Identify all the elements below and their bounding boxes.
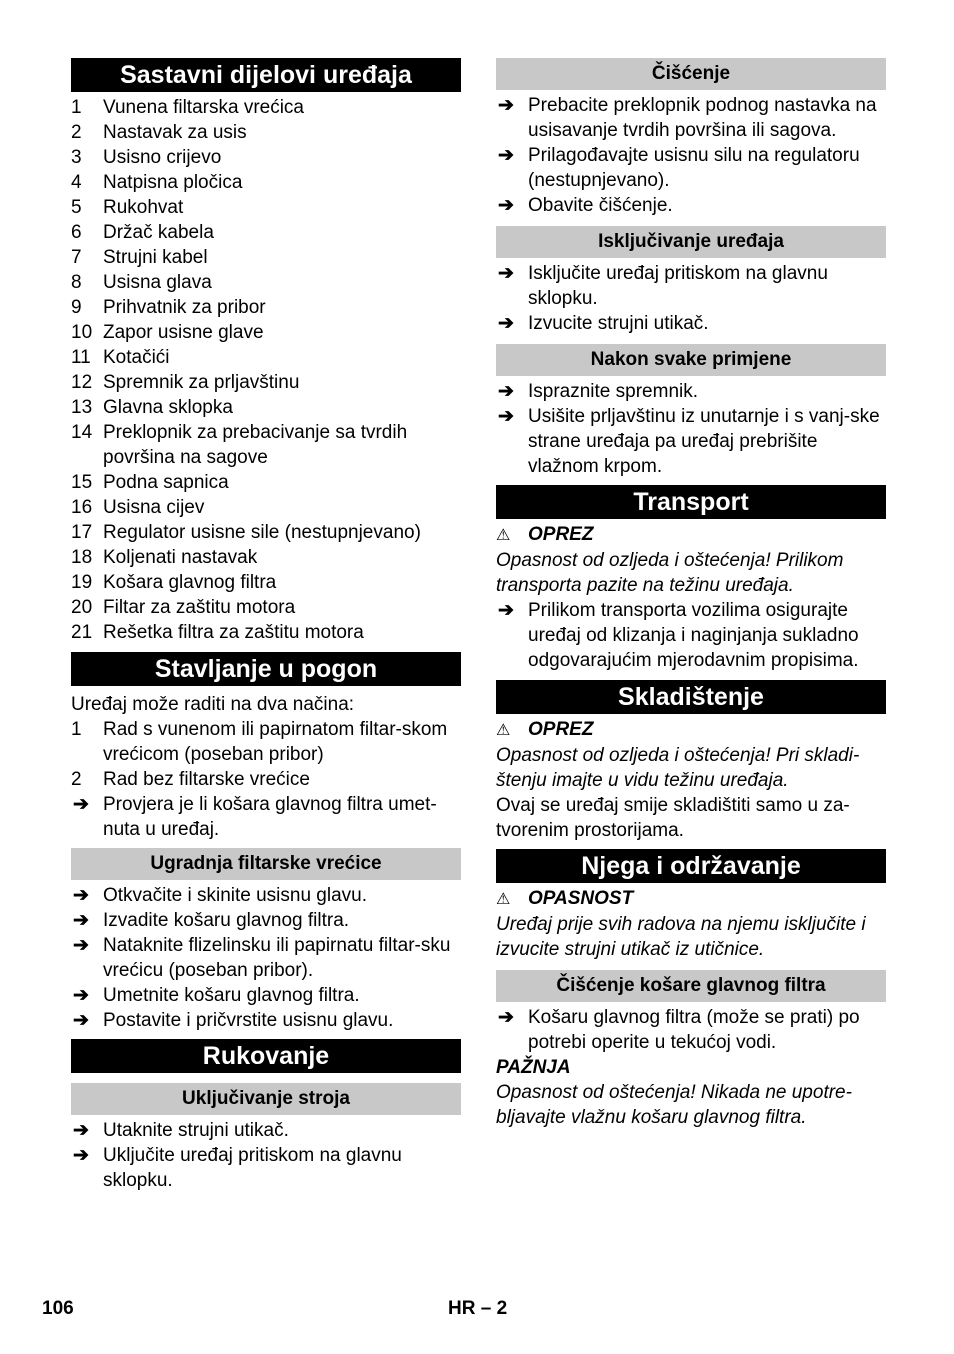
part-item	[71, 270, 461, 295]
arrow-icon: ➔	[73, 885, 89, 906]
item-text: Koljenati nastavak	[103, 547, 258, 568]
heading-basket-cleaning: Čišćenje košare glavnog filtra	[496, 970, 886, 1002]
step-text: Usišite prljavštinu iz unutarnje i s vanj-ske strane uređaja pa uređaj prebrišite vlažnom krpom.	[528, 406, 880, 477]
step-item	[496, 379, 886, 404]
step-item	[71, 983, 461, 1008]
item-number: 9	[71, 297, 82, 318]
step-item	[496, 311, 886, 336]
heading-storage: Skladištenje	[496, 680, 886, 714]
step-text: Umetnite košaru glavnog filtra.	[103, 985, 360, 1006]
arrow-icon: ➔	[498, 406, 514, 427]
item-text: Zapor usisne glave	[103, 322, 264, 343]
item-text: Podna sapnica	[103, 472, 229, 493]
item-number: 15	[71, 472, 93, 493]
part-item	[71, 95, 461, 120]
heading-startup: Stavljanje u pogon	[71, 652, 461, 686]
step-text: Nataknite flizelinsku ili papirnatu filtar-sku vrećicu (poseban pribor).	[103, 935, 451, 981]
item-text: Prihvatnik za pribor	[103, 297, 266, 318]
item-text: Rad bez filtarske vrećice	[103, 769, 310, 790]
arrow-icon: ➔	[73, 985, 89, 1006]
step-item	[496, 143, 886, 193]
item-number: 12	[71, 372, 93, 393]
step-text: Prebacite preklopnik podnog nastavka na usisavanje tvrdih površina ili sagova.	[528, 95, 877, 141]
item-number: 11	[71, 347, 91, 368]
heading-parts: Sastavni dijelovi uređaja	[71, 58, 461, 92]
item-number: 8	[71, 272, 82, 293]
step-text: Utaknite strujni utikač.	[103, 1120, 289, 1141]
transport-caution	[496, 522, 886, 548]
part-item	[71, 620, 461, 645]
step-text: Prilagođavajte usisnu silu na regulatoru (nestupnjevano).	[528, 145, 860, 191]
arrow-icon: ➔	[73, 794, 89, 815]
transport-step	[496, 598, 886, 673]
item-number: 5	[71, 197, 82, 218]
item-text: Košara glavnog filtra	[103, 572, 277, 593]
warning-icon: ⚠	[496, 891, 511, 908]
item-number: 20	[71, 597, 93, 618]
warning-icon: ⚠	[496, 722, 511, 739]
startup-modes-list	[71, 717, 461, 792]
item-number: 3	[71, 147, 82, 168]
item-number: 2	[71, 769, 82, 790]
step-item	[71, 1008, 461, 1033]
step-item	[71, 1143, 461, 1193]
storage-note: Ovaj se uređaj smije skladištiti samo u za-tvorenim prostorijama.	[496, 795, 850, 841]
step-text: Košaru glavnog filtra (može se prati) po potrebi operite u tekućoj vodi.	[528, 1007, 860, 1053]
heading-switch-off: Isključivanje uređaja	[496, 226, 886, 258]
part-item	[71, 295, 461, 320]
item-text: Rukohvat	[103, 197, 184, 218]
part-item	[71, 170, 461, 195]
part-item	[71, 520, 461, 545]
heading-switch-on: Uključivanje stroja	[71, 1083, 461, 1115]
cleaning-steps-list	[496, 93, 886, 218]
part-item	[71, 245, 461, 270]
arrow-icon: ➔	[498, 313, 514, 334]
part-item	[71, 545, 461, 570]
left-column	[71, 58, 461, 1193]
arrow-icon: ➔	[498, 145, 514, 166]
step-text: Obavite čišćenje.	[528, 195, 673, 216]
heading-operation: Rukovanje	[71, 1039, 461, 1073]
part-item	[71, 195, 461, 220]
arrow-icon: ➔	[498, 381, 514, 402]
step-item	[496, 93, 886, 143]
item-text: Spremnik za prljavštinu	[103, 372, 300, 393]
arrow-icon: ➔	[73, 1010, 89, 1031]
step-text: Izvadite košaru glavnog filtra.	[103, 910, 350, 931]
part-item	[71, 145, 461, 170]
step-text: Prilikom transporta vozilima osigurajte uređaj od klizanja i naginjanja sukladno odgovarajućim mjerodavnim propisima.	[528, 600, 859, 671]
step-text: Izvucite strujni utikač.	[528, 313, 709, 334]
item-number: 18	[71, 547, 93, 568]
item-number: 21	[71, 622, 93, 643]
caution-label: OPREZ	[528, 524, 594, 545]
care-danger	[496, 886, 886, 912]
after-use-steps-list	[496, 379, 886, 479]
item-text: Usisna cijev	[103, 497, 205, 518]
heading-transport: Transport	[496, 485, 886, 519]
storage-caution	[496, 717, 886, 743]
warning-icon: ⚠	[496, 527, 511, 544]
item-number: 19	[71, 572, 93, 593]
item-text: Rad s vunenom ili papirnatom filtar-skom vrećicom (poseban pribor)	[103, 719, 448, 765]
step-text: Provjera je li košara glavnog filtra umet-nuta u uređaj.	[103, 794, 437, 840]
storage-caution-text: Opasnost od ozljeda i oštećenja! Pri skladi-štenju imajte u vidu težinu uređaja.	[496, 745, 860, 791]
basket-step	[496, 1005, 886, 1055]
part-item	[71, 420, 461, 470]
startup-check-step	[71, 792, 461, 842]
item-text: Rešetka filtra za zaštitu motora	[103, 622, 364, 643]
switch-on-steps-list	[71, 1118, 461, 1193]
part-item	[71, 120, 461, 145]
part-item	[71, 570, 461, 595]
item-text: Usisna glava	[103, 272, 212, 293]
parts-list	[71, 95, 461, 645]
heading-care: Njega i održavanje	[496, 849, 886, 883]
item-number: 10	[71, 322, 93, 343]
item-text: Usisno crijevo	[103, 147, 222, 168]
part-item	[71, 495, 461, 520]
item-number: 2	[71, 122, 82, 143]
item-text: Regulator usisne sile (nestupnjevano)	[103, 522, 421, 543]
item-text: Natpisna pločica	[103, 172, 243, 193]
part-item	[71, 595, 461, 620]
attention-text: Opasnost od oštećenja! Nikada ne upotre-bljavajte vlažnu košaru glavnog filtra.	[496, 1082, 852, 1128]
heading-after-use: Nakon svake primjene	[496, 344, 886, 376]
part-item	[71, 220, 461, 245]
heading-bag-install: Ugradnja filtarske vrećice	[71, 848, 461, 880]
transport-caution-text: Opasnost od ozljeda i oštećenja! Prilikom transporta pazite na težinu uređaja.	[496, 550, 844, 596]
item-text: Kotačići	[103, 347, 170, 368]
item-number: 13	[71, 397, 93, 418]
mode-item	[71, 717, 461, 767]
caution-label: OPREZ	[528, 719, 594, 740]
step-item	[496, 193, 886, 218]
step-text: Otkvačite i skinite usisnu glavu.	[103, 885, 368, 906]
page-code: HR – 2	[448, 1298, 508, 1319]
item-text: Preklopnik za prebacivanje sa tvrdih površina na sagove	[103, 422, 408, 468]
step-text: Ispraznite spremnik.	[528, 381, 699, 402]
arrow-icon: ➔	[498, 263, 514, 284]
mode-item	[71, 767, 461, 792]
arrow-icon: ➔	[498, 600, 514, 621]
danger-label: OPASNOST	[528, 888, 634, 909]
step-item	[71, 908, 461, 933]
bag-steps-list	[71, 883, 461, 1033]
heading-cleaning: Čišćenje	[496, 58, 886, 90]
item-number: 1	[71, 719, 82, 740]
item-number: 16	[71, 497, 93, 518]
item-text: Glavna sklopka	[103, 397, 233, 418]
item-number: 6	[71, 222, 82, 243]
step-item	[71, 883, 461, 908]
page-number: 106	[42, 1298, 74, 1319]
item-text: Vunena filtarska vrećica	[103, 97, 305, 118]
arrow-icon: ➔	[73, 1120, 89, 1141]
item-text: Strujni kabel	[103, 247, 208, 268]
attention-label: PAŽNJA	[496, 1057, 571, 1078]
arrow-icon: ➔	[498, 95, 514, 116]
item-text: Nastavak za usis	[103, 122, 247, 143]
arrow-icon: ➔	[498, 195, 514, 216]
step-text: Postavite i pričvrstite usisnu glavu.	[103, 1010, 394, 1031]
arrow-icon: ➔	[73, 910, 89, 931]
item-number: 14	[71, 422, 93, 443]
step-item	[496, 261, 886, 311]
step-item	[71, 933, 461, 983]
item-number: 1	[71, 97, 82, 118]
part-item	[71, 395, 461, 420]
arrow-icon: ➔	[73, 935, 89, 956]
item-number: 7	[71, 247, 82, 268]
step-item	[496, 404, 886, 479]
switch-off-steps-list	[496, 261, 886, 336]
arrow-icon: ➔	[73, 1145, 89, 1166]
part-item	[71, 345, 461, 370]
step-text: Uključite uređaj pritiskom na glavnu sklopku.	[103, 1145, 402, 1191]
step-text: Isključite uređaj pritiskom na glavnu sklopku.	[528, 263, 828, 309]
item-number: 17	[71, 522, 93, 543]
item-number: 4	[71, 172, 82, 193]
arrow-icon: ➔	[498, 1007, 514, 1028]
step-item	[71, 1118, 461, 1143]
right-column	[496, 58, 886, 1130]
item-text: Filtar za zaštitu motora	[103, 597, 296, 618]
care-danger-text: Uređaj prije svih radova na njemu isključite i izvucite strujni utikač iz utičnice.	[496, 914, 866, 960]
part-item	[71, 320, 461, 345]
part-item	[71, 470, 461, 495]
startup-intro: Uređaj može raditi na dva načina:	[71, 694, 355, 715]
item-text: Držač kabela	[103, 222, 214, 243]
part-item	[71, 370, 461, 395]
